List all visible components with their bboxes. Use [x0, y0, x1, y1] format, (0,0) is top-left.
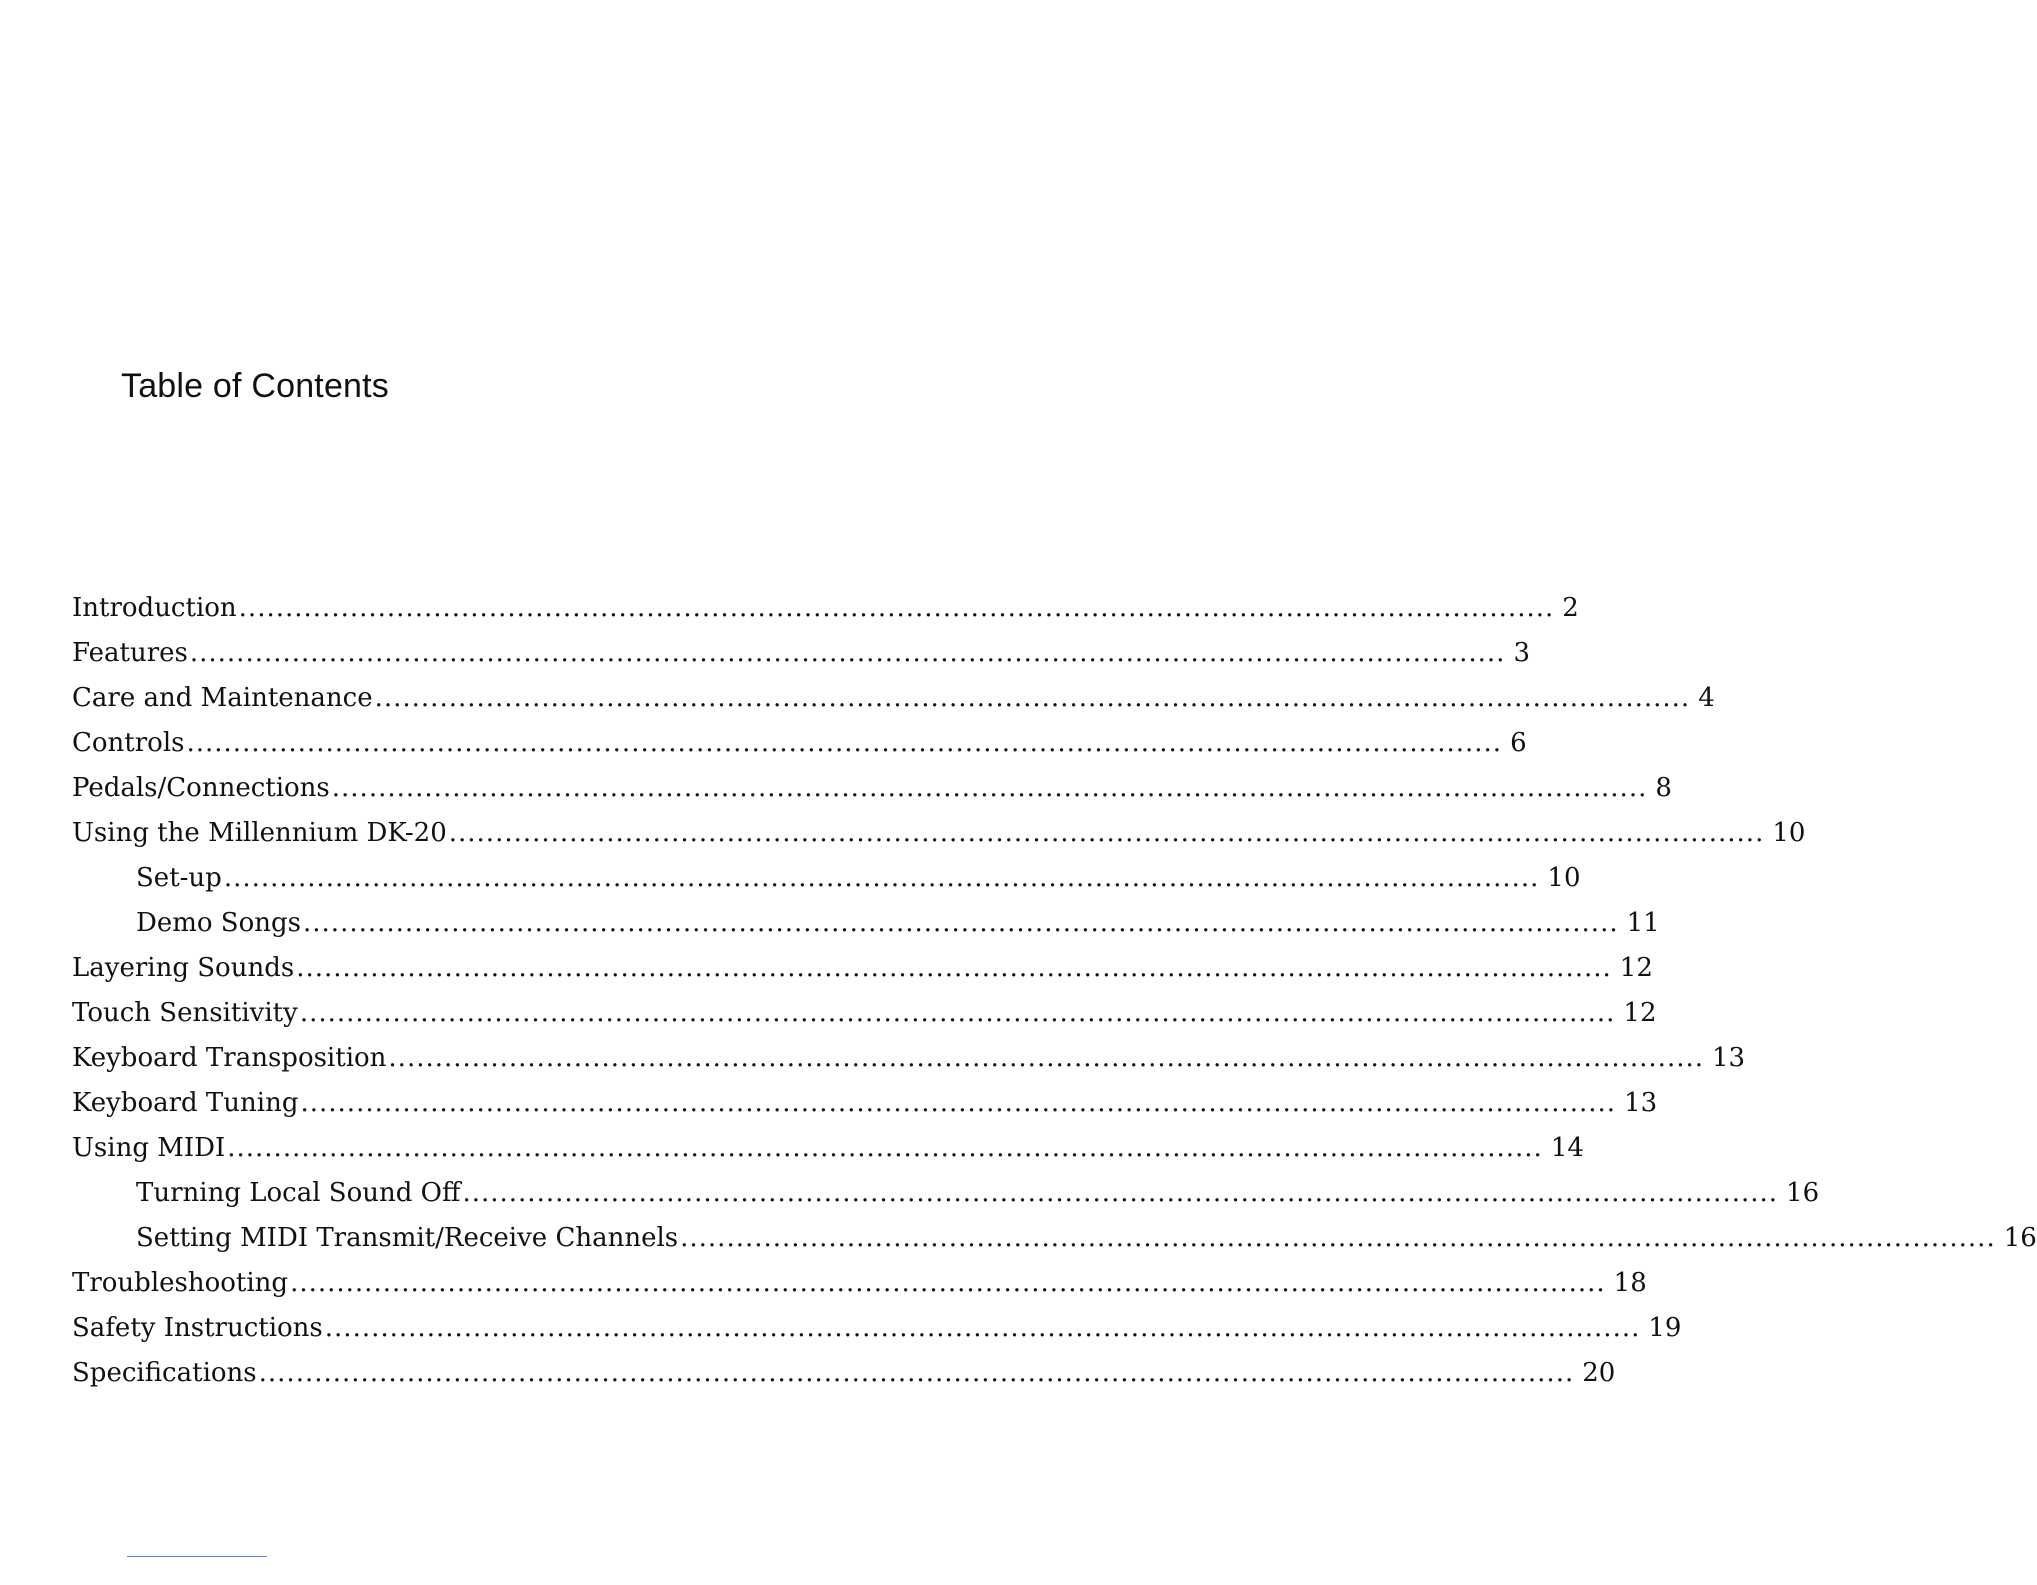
toc-entry-page: 4	[1698, 683, 1715, 713]
page-title: Table of Contents	[121, 367, 390, 405]
toc-subentry	[72, 856, 1581, 901]
dot-leader: ..............................................................................................................................................	[186, 728, 1503, 758]
toc-entry-label: Safety Instructions	[72, 1313, 323, 1343]
toc-entry-label: Layering Sounds	[72, 953, 295, 983]
toc-subentry	[72, 1216, 2037, 1261]
toc-entry-label: Setting MIDI Transmit/Receive Channels	[136, 1223, 679, 1253]
dot-leader: ..............................................................................................................................................	[303, 908, 1619, 938]
dot-leader: ..............................................................................................................................................	[324, 1313, 1641, 1343]
toc-entry-page: 16	[2003, 1223, 2037, 1253]
dot-leader: ..............................................................................................................................................	[300, 1088, 1617, 1118]
toc-entry-page: 18	[1613, 1268, 1647, 1298]
dot-leader: ..............................................................................................................................................	[299, 998, 1616, 1028]
dot-leader: ..............................................................................................................................................	[223, 863, 1540, 893]
toc-entry-page: 19	[1648, 1313, 1682, 1343]
toc-entry-page: 11	[1626, 908, 1660, 938]
toc-entry	[72, 1126, 1584, 1171]
dot-leader: ..............................................................................................................................................	[462, 1178, 1779, 1208]
toc-entry	[72, 991, 1657, 1036]
toc-entry	[72, 631, 1530, 676]
table-of-contents	[72, 586, 2037, 1396]
toc-entry-page: 3	[1513, 638, 1530, 668]
toc-entry	[72, 811, 1806, 856]
dot-leader: ..............................................................................................................................................	[227, 1133, 1543, 1163]
toc-entry-label: Turning Local Sound Off	[136, 1178, 461, 1208]
toc-entry-label: Specifications	[72, 1358, 257, 1388]
dot-leader: ..............................................................................................................................................	[290, 1268, 1606, 1298]
toc-entry-page: 8	[1655, 773, 1672, 803]
dot-leader: ..............................................................................................................................................	[331, 773, 1648, 803]
toc-entry-page: 12	[1623, 998, 1657, 1028]
toc-entry-label: Troubleshooting	[72, 1268, 289, 1298]
toc-entry-label: Care and Maintenance	[72, 683, 373, 713]
toc-entry-label: Using the Millennium DK-20	[72, 818, 447, 848]
dot-leader: ..............................................................................................................................................	[189, 638, 1506, 668]
toc-entry	[72, 676, 1715, 721]
toc-entry	[72, 1081, 1658, 1126]
toc-entry	[72, 586, 1579, 631]
toc-entry-page: 13	[1624, 1088, 1658, 1118]
dot-leader: ..............................................................................................................................................	[374, 683, 1691, 713]
toc-entry-page: 14	[1550, 1133, 1584, 1163]
dot-leader: ..............................................................................................................................................	[448, 818, 1765, 848]
toc-entry	[72, 1261, 1647, 1306]
toc-entry-page: 20	[1582, 1358, 1616, 1388]
toc-entry-page: 10	[1772, 818, 1806, 848]
toc-entry-label: Demo Songs	[136, 908, 302, 938]
dot-leader: ..............................................................................................................................................	[258, 1358, 1575, 1388]
toc-entry-page: 13	[1712, 1043, 1746, 1073]
toc-entry-label: Keyboard Transposition	[72, 1043, 387, 1073]
toc-entry-label: Keyboard Tuning	[72, 1088, 299, 1118]
toc-entry-label: Controls	[72, 728, 185, 758]
toc-entry	[72, 766, 1672, 811]
toc-subentry	[72, 901, 1660, 946]
toc-subentry	[72, 1171, 1820, 1216]
toc-entry-page: 12	[1619, 953, 1653, 983]
toc-entry	[72, 1351, 1616, 1396]
toc-entry-label: Set-up	[136, 863, 222, 893]
toc-entry-page: 16	[1786, 1178, 1820, 1208]
toc-entry-label: Touch Sensitivity	[72, 998, 298, 1028]
dot-leader: ..............................................................................................................................................	[388, 1043, 1705, 1073]
toc-entry-label: Features	[72, 638, 188, 668]
toc-entry-label: Using MIDI	[72, 1133, 226, 1163]
toc-entry	[72, 1306, 1682, 1351]
toc-entry-page: 10	[1547, 863, 1581, 893]
toc-entry-label: Introduction	[72, 593, 237, 623]
toc-entry-page: 2	[1562, 593, 1579, 623]
scan-edge-line	[127, 1556, 267, 1557]
dot-leader: ..............................................................................................................................................	[238, 593, 1555, 623]
toc-entry	[72, 946, 1653, 991]
toc-entry-label: Pedals/Connections	[72, 773, 330, 803]
toc-entry	[72, 721, 1527, 766]
dot-leader: ..............................................................................................................................................	[680, 1223, 1996, 1253]
dot-leader: ..............................................................................................................................................	[296, 953, 1612, 983]
toc-entry-page: 6	[1510, 728, 1527, 758]
toc-entry	[72, 1036, 1746, 1081]
